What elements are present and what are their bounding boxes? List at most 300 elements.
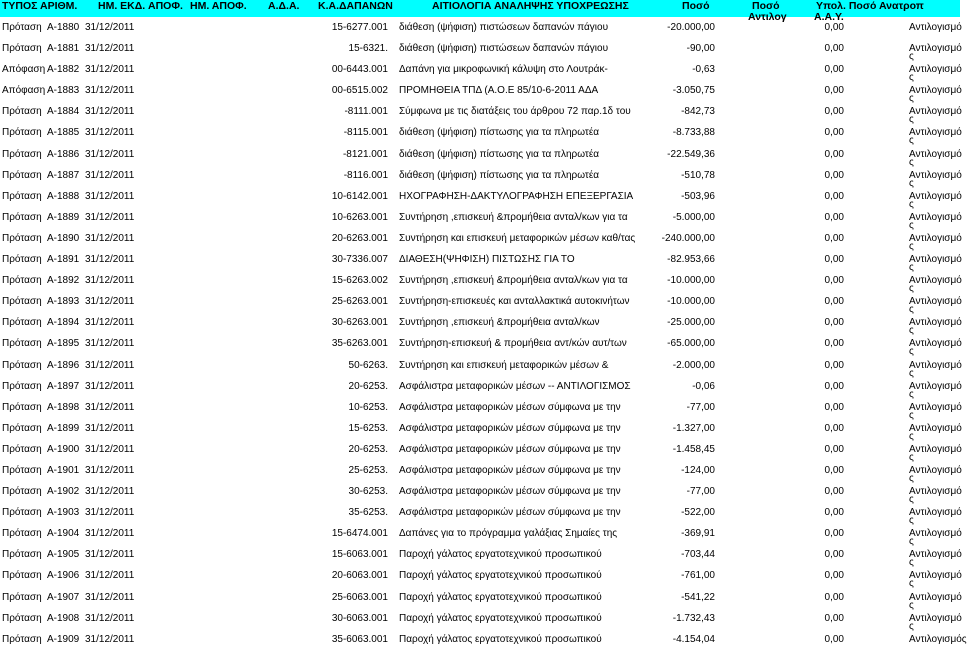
table-row bbox=[0, 80, 962, 105]
cell-status-continuation: ς bbox=[909, 430, 914, 442]
cell-number: Α-1908 bbox=[47, 612, 80, 624]
cell-amount: -4.154,04 bbox=[672, 633, 715, 645]
cell-amount: -25.000,00 bbox=[667, 317, 715, 329]
cell-type: Πρόταση bbox=[2, 211, 42, 223]
cell-status: Αντιλογισμό bbox=[909, 317, 962, 329]
cell-status: Αντιλογισμό bbox=[909, 464, 962, 476]
table-row bbox=[0, 59, 962, 84]
cell-amount: -77,00 bbox=[686, 486, 715, 498]
cell-amount: -703,44 bbox=[681, 549, 715, 561]
cell-remaining: 0,00 bbox=[824, 22, 844, 33]
cell-remaining: 0,00 bbox=[824, 507, 844, 519]
cell-amount: -65.000,00 bbox=[667, 338, 715, 350]
cell-remaining: 0,00 bbox=[824, 338, 844, 350]
table-row bbox=[0, 439, 962, 463]
table-row bbox=[0, 291, 962, 316]
cell-status: Αντιλογισμό bbox=[909, 127, 962, 139]
cell-expense-code: 35-6063.001 bbox=[331, 633, 388, 645]
cell-date: 31/12/2011 bbox=[85, 380, 135, 392]
cell-date: 31/12/2011 bbox=[85, 359, 135, 371]
cell-description: Παροχή γάλατος εργατοτεχνικού προσωπικού bbox=[399, 549, 602, 561]
cell-expense-code: 10-6142.001 bbox=[331, 190, 388, 202]
cell-amount: -2.000,00 bbox=[672, 359, 715, 371]
cell-type: Πρόταση bbox=[2, 106, 42, 118]
cell-date: 31/12/2011 bbox=[85, 338, 135, 350]
table-row bbox=[0, 629, 967, 650]
cell-type: Πρόταση bbox=[2, 296, 42, 308]
cell-number: Α-1881 bbox=[47, 43, 80, 55]
cell-status-continuation: ς bbox=[909, 578, 914, 590]
cell-date: 31/12/2011 bbox=[85, 443, 135, 455]
cell-status-continuation: ς bbox=[909, 219, 914, 231]
cell-status: Αντιλογισμός bbox=[909, 633, 967, 645]
table-row bbox=[0, 122, 962, 147]
cell-amount: -842,73 bbox=[681, 106, 715, 118]
cell-remaining: 0,00 bbox=[824, 443, 844, 455]
cell-remaining: 0,00 bbox=[824, 64, 844, 76]
cell-remaining: 0,00 bbox=[824, 43, 844, 55]
cell-number: Α-1887 bbox=[47, 169, 80, 181]
cell-date: 31/12/2011 bbox=[85, 422, 135, 434]
cell-type: Πρόταση bbox=[2, 148, 42, 160]
table-row bbox=[0, 17, 960, 38]
cell-status-continuation: ς bbox=[909, 51, 914, 63]
cell-type: Πρόταση bbox=[2, 422, 42, 434]
cell-status: Αντιλογισμό bbox=[909, 549, 962, 561]
cell-remaining: 0,00 bbox=[824, 570, 844, 582]
table-row bbox=[0, 101, 962, 126]
cell-number: Α-1898 bbox=[47, 401, 80, 413]
cell-status: Αντιλογισμό bbox=[909, 43, 962, 55]
cell-description: διάθεση (ψήφιση) πιστώσεων δαπανών πάγιου bbox=[399, 22, 609, 33]
cell-remaining: 0,00 bbox=[824, 528, 844, 540]
cell-expense-code: 10-6263.001 bbox=[331, 211, 388, 223]
cell-remaining: 0,00 bbox=[824, 169, 844, 181]
cell-remaining: 0,00 bbox=[824, 106, 844, 118]
cell-remaining: 0,00 bbox=[824, 254, 844, 266]
cell-number: Α-1886 bbox=[47, 148, 80, 160]
cell-date: 31/12/2011 bbox=[85, 64, 135, 76]
cell-amount: -0,06 bbox=[692, 380, 715, 392]
cell-expense-code: 00-6443.001 bbox=[331, 64, 388, 76]
cell-description: Ασφάλιστρα μεταφορικών μέσων σύμφωνα με την bbox=[399, 486, 621, 498]
cell-date: 31/12/2011 bbox=[85, 570, 135, 582]
cell-amount: -90,00 bbox=[686, 43, 715, 55]
cell-number: Α-1882 bbox=[47, 64, 80, 76]
cell-date: 31/12/2011 bbox=[85, 486, 135, 498]
table-row bbox=[0, 270, 962, 295]
cell-amount: -77,00 bbox=[686, 401, 715, 413]
cell-status: Αντιλογισμό bbox=[909, 64, 962, 76]
cell-expense-code: 15-6263.002 bbox=[331, 275, 388, 287]
cell-type: Πρόταση bbox=[2, 591, 42, 603]
cell-amount: -1.458,45 bbox=[672, 443, 715, 455]
header-remaining-amount-line2: Α.Α.Υ. bbox=[814, 11, 844, 23]
cell-expense-code: 30-7336.007 bbox=[331, 254, 388, 266]
cell-expense-code: 35-6253. bbox=[348, 507, 388, 519]
cell-number: Α-1899 bbox=[47, 422, 80, 434]
cell-type: Απόφαση bbox=[2, 85, 46, 97]
cell-number: Α-1896 bbox=[47, 359, 80, 371]
cell-remaining: 0,00 bbox=[824, 464, 844, 476]
cell-date: 31/12/2011 bbox=[85, 401, 135, 413]
cell-type: Πρόταση bbox=[2, 570, 42, 582]
cell-date: 31/12/2011 bbox=[85, 127, 135, 139]
cell-type: Πρόταση bbox=[2, 612, 42, 624]
cell-status-continuation: ς bbox=[909, 409, 914, 421]
cell-number: Α-1890 bbox=[47, 232, 80, 244]
cell-status: Αντιλογισμό bbox=[909, 570, 962, 582]
cell-number: Α-1909 bbox=[47, 633, 80, 645]
cell-expense-code: 15-6474.001 bbox=[331, 528, 388, 540]
cell-status-continuation: ς bbox=[909, 325, 914, 337]
cell-status: Αντιλογισμό bbox=[909, 338, 962, 350]
cell-status-continuation: ς bbox=[909, 346, 914, 358]
cell-type: Πρόταση bbox=[2, 380, 42, 392]
cell-expense-code: 20-6253. bbox=[348, 443, 388, 455]
cell-number: Α-1885 bbox=[47, 127, 80, 139]
cell-number: Α-1905 bbox=[47, 549, 80, 561]
cell-type: Πρόταση bbox=[2, 127, 42, 139]
cell-expense-code: 25-6253. bbox=[348, 464, 388, 476]
cell-amount: -761,00 bbox=[681, 570, 715, 582]
header-reversal-amount: Ποσό bbox=[752, 0, 780, 12]
cell-description: διάθεση (ψήφιση) πίστωσης για τα πληρωτέα bbox=[399, 169, 600, 181]
cell-amount: -503,96 bbox=[681, 190, 715, 202]
cell-amount: -10.000,00 bbox=[667, 296, 715, 308]
cell-remaining: 0,00 bbox=[824, 317, 844, 329]
cell-amount: -1.327,00 bbox=[672, 422, 715, 434]
table-row bbox=[0, 397, 962, 421]
cell-expense-code: 15-6253. bbox=[348, 422, 388, 434]
table-row bbox=[0, 207, 962, 231]
cell-description: Συντήρηση-επισκευές και ανταλλακτικά αυτοκινήτων bbox=[399, 296, 630, 308]
cell-date: 31/12/2011 bbox=[85, 549, 135, 561]
cell-date: 31/12/2011 bbox=[85, 275, 135, 287]
table-row bbox=[0, 565, 962, 590]
header-decision: ΑΠΟΦ. bbox=[148, 0, 183, 12]
header-reversal-amount-line2: Αντιλογ bbox=[748, 11, 787, 23]
cell-type: Πρόταση bbox=[2, 254, 42, 266]
cell-status-continuation: ς bbox=[909, 198, 914, 210]
cell-description: Παροχή γάλατος εργατοτεχνικού προσωπικού bbox=[399, 570, 602, 582]
cell-description: Συντήρηση ,επισκευή &προμήθεια ανταλ/κων για τα bbox=[399, 211, 628, 223]
cell-type: Πρόταση bbox=[2, 464, 42, 476]
table-row bbox=[0, 333, 962, 358]
cell-description: Ασφάλιστρα μεταφορικών μέσων -- ΑΝΤΙΛΟΓΙΣΜΟΣ bbox=[399, 380, 631, 392]
cell-status-continuation: ς bbox=[909, 557, 914, 569]
cell-remaining: 0,00 bbox=[824, 380, 844, 392]
cell-expense-code: -8111.001 bbox=[344, 106, 388, 118]
cell-expense-code: 15-6063.001 bbox=[331, 549, 388, 561]
header-decision-date: ΗΜ. ΑΠΟΦ. bbox=[190, 0, 247, 12]
cell-date: 31/12/2011 bbox=[85, 148, 135, 160]
cell-status: Αντιλογισμό bbox=[909, 211, 962, 223]
cell-number: Α-1897 bbox=[47, 380, 80, 392]
cell-expense-code: 35-6263.001 bbox=[331, 338, 388, 350]
cell-date: 31/12/2011 bbox=[85, 211, 135, 223]
cell-description: διάθεση (ψήφιση) πίστωσης για τα πληρωτέα bbox=[399, 148, 600, 160]
table-row bbox=[0, 355, 962, 379]
table-row bbox=[0, 186, 962, 210]
table-row bbox=[0, 144, 962, 168]
cell-status: Αντιλογισμό bbox=[909, 443, 962, 455]
cell-type: Πρόταση bbox=[2, 190, 42, 202]
cell-type: Απόφαση bbox=[2, 64, 46, 76]
cell-date: 31/12/2011 bbox=[85, 296, 135, 308]
cell-description: διάθεση (ψήφιση) πιστώσεων δαπανών πάγιου bbox=[399, 43, 609, 55]
cell-date: 31/12/2011 bbox=[85, 106, 135, 118]
table-row bbox=[0, 376, 962, 400]
cell-description: Ασφάλιστρα μεταφορικών μέσων σύμφωνα με την bbox=[399, 422, 621, 434]
cell-type: Πρόταση bbox=[2, 633, 42, 645]
header-justification: ΑΙΤΙΟΛΟΓΙΑ ΑΝΑΛΗΨΗΣ ΥΠΟΧΡΕΩΣΗΣ bbox=[432, 0, 629, 12]
cell-remaining: 0,00 bbox=[824, 296, 844, 308]
cell-description: Συντήρηση και επισκευή μεταφορικών μέσων & bbox=[399, 359, 609, 371]
cell-remaining: 0,00 bbox=[824, 275, 844, 287]
cell-expense-code: 10-6253. bbox=[348, 401, 388, 413]
cell-remaining: 0,00 bbox=[824, 85, 844, 97]
cell-description: Συντήρηση-επισκευή & προμήθεια αντ/κών αυτ/των bbox=[399, 338, 627, 350]
cell-status-continuation: ς bbox=[909, 240, 914, 252]
cell-description: ΠΡΟΜΗΘΕΙΑ ΤΠΔ (Α.Ο.Ε 85/10-6-2011 ΑΔΑ bbox=[399, 85, 599, 97]
cell-number: Α-1892 bbox=[47, 275, 80, 287]
cell-status-continuation: ς bbox=[909, 620, 914, 632]
cell-number: Α-1904 bbox=[47, 528, 80, 540]
table-row bbox=[0, 608, 962, 632]
cell-amount: -510,78 bbox=[681, 169, 715, 181]
cell-type: Πρόταση bbox=[2, 22, 42, 33]
cell-status-continuation: ς bbox=[909, 599, 914, 611]
cell-number: Α-1901 bbox=[47, 464, 80, 476]
cell-status: Αντιλογισμό bbox=[909, 528, 962, 540]
cell-status: Αντιλογισμό bbox=[909, 401, 962, 413]
cell-description: ΗΧΟΓΡΑΦΗΣΗ-ΔΑΚΤΥΛΟΓΡΑΦΗΣΗ ΕΠΕΞΕΡΓΑΣΙΑ bbox=[399, 190, 634, 202]
table-row bbox=[0, 165, 962, 189]
cell-amount: -8.733,88 bbox=[672, 127, 715, 139]
cell-type: Πρόταση bbox=[2, 232, 42, 244]
cell-expense-code: -8121.001 bbox=[342, 148, 388, 160]
cell-status: Αντιλογισμό bbox=[909, 106, 962, 118]
cell-number: Α-1889 bbox=[47, 211, 80, 223]
header-ada: Α.Δ.Α. bbox=[268, 0, 300, 12]
cell-amount: -10.000,00 bbox=[667, 275, 715, 287]
cell-description: Δαπάνη για μικροφωνική κάλυψη στο Λουτράκ- bbox=[399, 64, 608, 76]
cell-type: Πρόταση bbox=[2, 443, 42, 455]
cell-status-continuation: ς bbox=[909, 135, 914, 147]
cell-number: Α-1880 bbox=[47, 22, 80, 33]
cell-status-continuation: ς bbox=[909, 114, 914, 126]
cell-expense-code: 20-6253. bbox=[348, 380, 388, 392]
cell-date: 31/12/2011 bbox=[85, 232, 135, 244]
cell-description: Παροχή γάλατος εργατοτεχνικού προσωπικού bbox=[399, 633, 602, 645]
cell-amount: -5.000,00 bbox=[672, 211, 715, 223]
table-row bbox=[0, 523, 962, 548]
cell-remaining: 0,00 bbox=[824, 549, 844, 561]
cell-number: Α-1903 bbox=[47, 507, 80, 519]
cell-number: Α-1891 bbox=[47, 254, 80, 266]
cell-status: Αντιλογισμό bbox=[909, 275, 962, 287]
cell-expense-code: 25-6263.001 bbox=[331, 296, 388, 308]
cell-remaining: 0,00 bbox=[824, 148, 844, 160]
cell-status: Αντιλογισμό bbox=[909, 380, 962, 392]
cell-date: 31/12/2011 bbox=[85, 169, 135, 181]
cell-status-continuation: ς bbox=[909, 262, 914, 274]
cell-expense-code: 15-6277.001 bbox=[331, 22, 388, 33]
header-type-number: ΤΥΠΟΣ ΑΡΙΘΜ. bbox=[2, 0, 78, 12]
cell-status: Αντιλογισμό bbox=[909, 359, 962, 371]
cell-date: 31/12/2011 bbox=[85, 507, 135, 519]
cell-number: Α-1895 bbox=[47, 338, 80, 350]
cell-type: Πρόταση bbox=[2, 169, 42, 181]
cell-description: Ασφάλιστρα μεταφορικών μέσων σύμφωνα με την bbox=[399, 507, 621, 519]
cell-number: Α-1883 bbox=[47, 85, 80, 97]
cell-remaining: 0,00 bbox=[824, 190, 844, 202]
table-row bbox=[0, 312, 962, 337]
cell-status: Αντιλογισμό bbox=[909, 296, 962, 308]
header-issue-date: ΗΜ. ΕΚΔ. bbox=[98, 0, 146, 12]
cell-date: 31/12/2011 bbox=[85, 43, 135, 55]
cell-type: Πρόταση bbox=[2, 401, 42, 413]
cell-amount: -522,00 bbox=[681, 507, 715, 519]
cell-remaining: 0,00 bbox=[824, 127, 844, 139]
cell-expense-code: 50-6263. bbox=[348, 359, 388, 371]
cell-remaining: 0,00 bbox=[824, 612, 844, 624]
cell-amount: -20.000,00 bbox=[667, 22, 715, 33]
table-row bbox=[0, 502, 962, 527]
cell-amount: -3.050,75 bbox=[672, 85, 715, 97]
header-remaining-amount: Υπολ. Ποσό Ανατροπ bbox=[816, 0, 924, 12]
cell-type: Πρόταση bbox=[2, 528, 42, 540]
cell-date: 31/12/2011 bbox=[85, 317, 135, 329]
cell-remaining: 0,00 bbox=[824, 486, 844, 498]
table-row bbox=[0, 418, 962, 442]
table-row bbox=[0, 587, 962, 611]
cell-type: Πρόταση bbox=[2, 43, 42, 55]
cell-expense-code: 15-6321. bbox=[348, 43, 388, 55]
cell-amount: -0,63 bbox=[692, 64, 715, 76]
cell-amount: -240.000,00 bbox=[661, 232, 715, 244]
cell-expense-code: 30-6253. bbox=[348, 486, 388, 498]
cell-number: Α-1888 bbox=[47, 190, 80, 202]
cell-date: 31/12/2011 bbox=[85, 612, 135, 624]
cell-description: Δαπάνες για το πρόγραμμα γαλάξιας Σημαίες της bbox=[399, 528, 618, 540]
cell-expense-code: -8115.001 bbox=[343, 127, 388, 139]
cell-amount: -82.953,66 bbox=[667, 254, 715, 266]
cell-status: Αντιλογισμό bbox=[909, 190, 962, 202]
table-row bbox=[0, 249, 962, 274]
cell-expense-code: 25-6063.001 bbox=[331, 591, 388, 603]
cell-date: 31/12/2011 bbox=[85, 528, 135, 540]
cell-description: Ασφάλιστρα μεταφορικών μέσων σύμφωνα με την bbox=[399, 464, 621, 476]
cell-status-continuation: ς bbox=[909, 304, 914, 316]
cell-status-continuation: ς bbox=[909, 177, 914, 189]
cell-expense-code: 30-6063.001 bbox=[331, 612, 388, 624]
cell-date: 31/12/2011 bbox=[85, 85, 135, 97]
cell-type: Πρόταση bbox=[2, 275, 42, 287]
header-amount: Ποσό bbox=[682, 0, 710, 12]
cell-type: Πρόταση bbox=[2, 549, 42, 561]
cell-number: Α-1894 bbox=[47, 317, 80, 329]
cell-status: Αντιλογισμό bbox=[909, 22, 962, 33]
cell-status: Αντιλογισμό bbox=[909, 507, 962, 519]
cell-description: Συντήρηση ,επισκευή &προμήθεια ανταλ/κων bbox=[399, 317, 600, 329]
cell-amount: -22.549,36 bbox=[667, 148, 715, 160]
cell-date: 31/12/2011 bbox=[85, 591, 135, 603]
cell-description: ΔΙΑΘΕΣΗ(ΨΗΦΙΣΗ) ΠΙΣΤΩΣΗΣ ΓΙΑ ΤΟ bbox=[399, 254, 575, 266]
cell-description: Ασφάλιστρα μεταφορικών μέσων σύμφωνα με την bbox=[399, 401, 621, 413]
cell-status-continuation: ς bbox=[909, 283, 914, 295]
cell-expense-code: 20-6063.001 bbox=[331, 570, 388, 582]
header-expense-code: Κ.Α.ΔΑΠΑΝΩΝ bbox=[318, 0, 393, 12]
cell-status: Αντιλογισμό bbox=[909, 254, 962, 266]
cell-date: 31/12/2011 bbox=[85, 190, 135, 202]
cell-amount: -541,22 bbox=[681, 591, 715, 603]
cell-number: Α-1900 bbox=[47, 443, 80, 455]
cell-date: 31/12/2011 bbox=[85, 254, 135, 266]
cell-status-continuation: ς bbox=[909, 156, 914, 168]
cell-expense-code: 30-6263.001 bbox=[331, 317, 388, 329]
cell-remaining: 0,00 bbox=[824, 591, 844, 603]
table-row bbox=[0, 544, 962, 569]
cell-status-continuation: ς bbox=[909, 472, 914, 484]
cell-date: 31/12/2011 bbox=[85, 22, 135, 33]
cell-status-continuation: ς bbox=[909, 451, 914, 463]
cell-status: Αντιλογισμό bbox=[909, 591, 962, 603]
cell-status: Αντιλογισμό bbox=[909, 85, 962, 97]
cell-type: Πρόταση bbox=[2, 317, 42, 329]
commitments-table bbox=[0, 17, 967, 650]
cell-description: Ασφάλιστρα μεταφορικών μέσων σύμφωνα με την bbox=[399, 443, 621, 455]
cell-status-continuation: ς bbox=[909, 515, 914, 527]
cell-expense-code: 20-6263.001 bbox=[331, 232, 388, 244]
cell-status-continuation: ς bbox=[909, 536, 914, 548]
cell-status-continuation: ς bbox=[909, 93, 914, 105]
cell-remaining: 0,00 bbox=[824, 211, 844, 223]
cell-amount: -124,00 bbox=[681, 464, 715, 476]
table-row bbox=[0, 460, 962, 484]
cell-status: Αντιλογισμό bbox=[909, 422, 962, 434]
cell-type: Πρόταση bbox=[2, 507, 42, 519]
cell-remaining: 0,00 bbox=[824, 401, 844, 413]
cell-status: Αντιλογισμό bbox=[909, 169, 962, 181]
cell-amount: -369,91 bbox=[681, 528, 715, 540]
cell-date: 31/12/2011 bbox=[85, 464, 135, 476]
table-header bbox=[0, 0, 960, 23]
table-row bbox=[0, 38, 962, 63]
cell-expense-code: 00-6515.002 bbox=[331, 85, 388, 97]
cell-status-continuation: ς bbox=[909, 494, 914, 506]
cell-description: διάθεση (ψήφιση) πίστωσης για τα πληρωτέα bbox=[399, 127, 600, 139]
cell-amount: -1.732,43 bbox=[672, 612, 715, 624]
cell-description: Παροχή γάλατος εργατοτεχνικού προσωπικού bbox=[399, 612, 602, 624]
cell-description: Συντήρηση ,επισκευή &προμήθεια ανταλ/κων για τα bbox=[399, 275, 628, 287]
cell-number: Α-1902 bbox=[47, 486, 80, 498]
cell-remaining: 0,00 bbox=[824, 232, 844, 244]
cell-remaining: 0,00 bbox=[824, 422, 844, 434]
cell-expense-code: -8116.001 bbox=[343, 169, 388, 181]
cell-description: Σύμφωνα με τις διατάξεις του άρθρου 72 παρ.1δ του bbox=[399, 106, 631, 118]
cell-number: Α-1906 bbox=[47, 570, 80, 582]
cell-status-continuation: ς bbox=[909, 388, 914, 400]
cell-date: 31/12/2011 bbox=[85, 633, 135, 645]
cell-status: Αντιλογισμό bbox=[909, 486, 962, 498]
cell-status-continuation: ς bbox=[909, 72, 914, 84]
cell-status: Αντιλογισμό bbox=[909, 148, 962, 160]
cell-remaining: 0,00 bbox=[824, 359, 844, 371]
cell-status-continuation: ς bbox=[909, 367, 914, 379]
cell-number: Α-1884 bbox=[47, 106, 80, 118]
